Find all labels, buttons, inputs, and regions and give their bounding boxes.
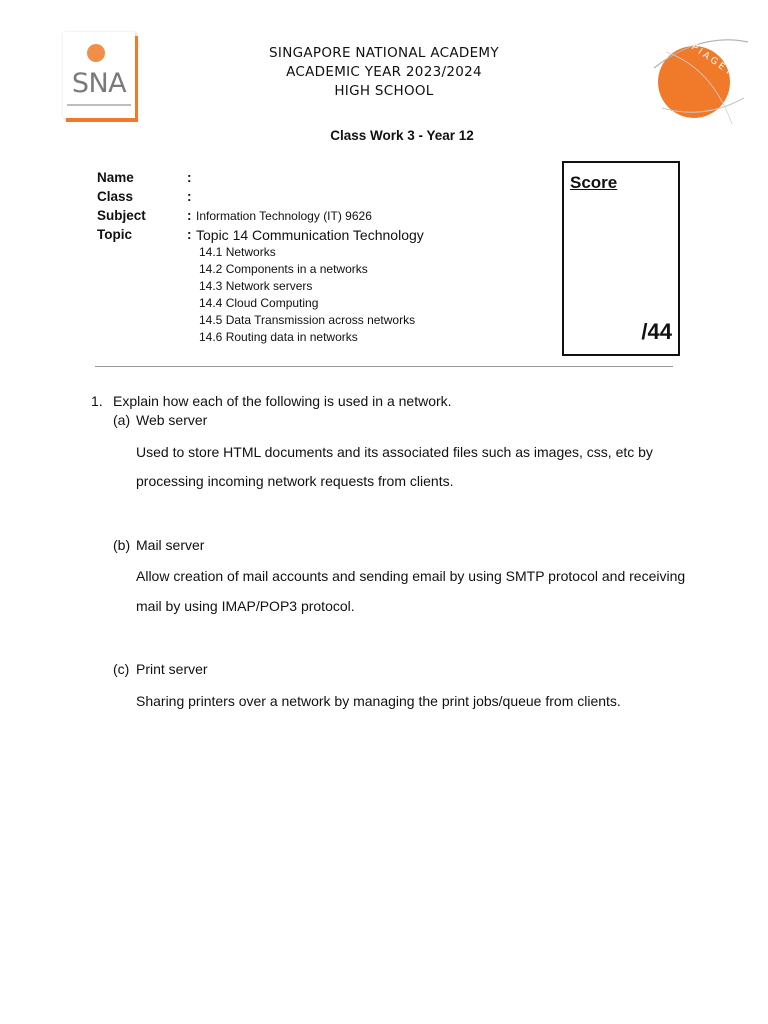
name-label: Name — [97, 170, 134, 185]
topic-value: Topic 14 Communication Technology — [196, 227, 424, 243]
answer-line: processing incoming network requests from clients. — [136, 473, 454, 489]
score-box — [562, 161, 680, 356]
part-title: Mail server — [136, 537, 205, 553]
subject-label: Subject — [97, 208, 146, 223]
part-title: Print server — [136, 661, 208, 677]
score-label: Score — [570, 173, 618, 192]
answer-line: Used to store HTML documents and its associated files such as images, css, etc by — [136, 444, 653, 460]
class-label: Class — [97, 189, 134, 204]
part-title: Web server — [136, 412, 208, 428]
subtopic-item: 14.6 Routing data in networks — [199, 330, 358, 344]
subtopic-item: 14.5 Data Transmission across networks — [199, 313, 416, 327]
logo-subtext-line — [67, 104, 131, 106]
question-number: 1. — [91, 393, 103, 409]
topic-colon: : — [187, 227, 192, 242]
name-colon: : — [187, 170, 192, 185]
document-title: Class Work 3 - Year 12 — [330, 128, 474, 143]
question-prompt: Explain how each of the following is used in a network. — [113, 393, 452, 409]
part-letter: (a) — [113, 412, 131, 428]
subject-value: Information Technology (IT) 9626 — [196, 209, 372, 223]
class-colon: : — [187, 189, 192, 204]
topic-label: Topic — [97, 227, 132, 242]
subtopic-item: 14.3 Network servers — [199, 279, 313, 293]
academic-year: ACADEMIC YEAR 2023/2024 — [286, 64, 482, 80]
score-total: /44 — [641, 319, 672, 344]
answer-line: Sharing printers over a network by managing the print jobs/queue from clients. — [136, 693, 621, 709]
part-letter: (c) — [113, 661, 130, 677]
subtopic-item: 14.2 Components in a networks — [199, 262, 368, 276]
subject-colon: : — [187, 208, 192, 223]
school-name: SINGAPORE NATIONAL ACADEMY — [269, 45, 499, 61]
svg-text:P I A G E T: P I A G E T — [689, 42, 734, 78]
divider — [95, 366, 673, 367]
logo-text: SNA — [71, 68, 127, 99]
subtopic-item: 14.1 Networks — [199, 245, 276, 259]
answer-line: mail by using IMAP/POP3 protocol. — [136, 598, 355, 614]
answer-line: Allow creation of mail accounts and sending email by using SMTP protocol and receiving — [136, 568, 686, 584]
school-level: HIGH SCHOOL — [334, 83, 434, 99]
part-letter: (b) — [113, 537, 131, 553]
subtopic-item: 14.4 Cloud Computing — [199, 296, 319, 310]
